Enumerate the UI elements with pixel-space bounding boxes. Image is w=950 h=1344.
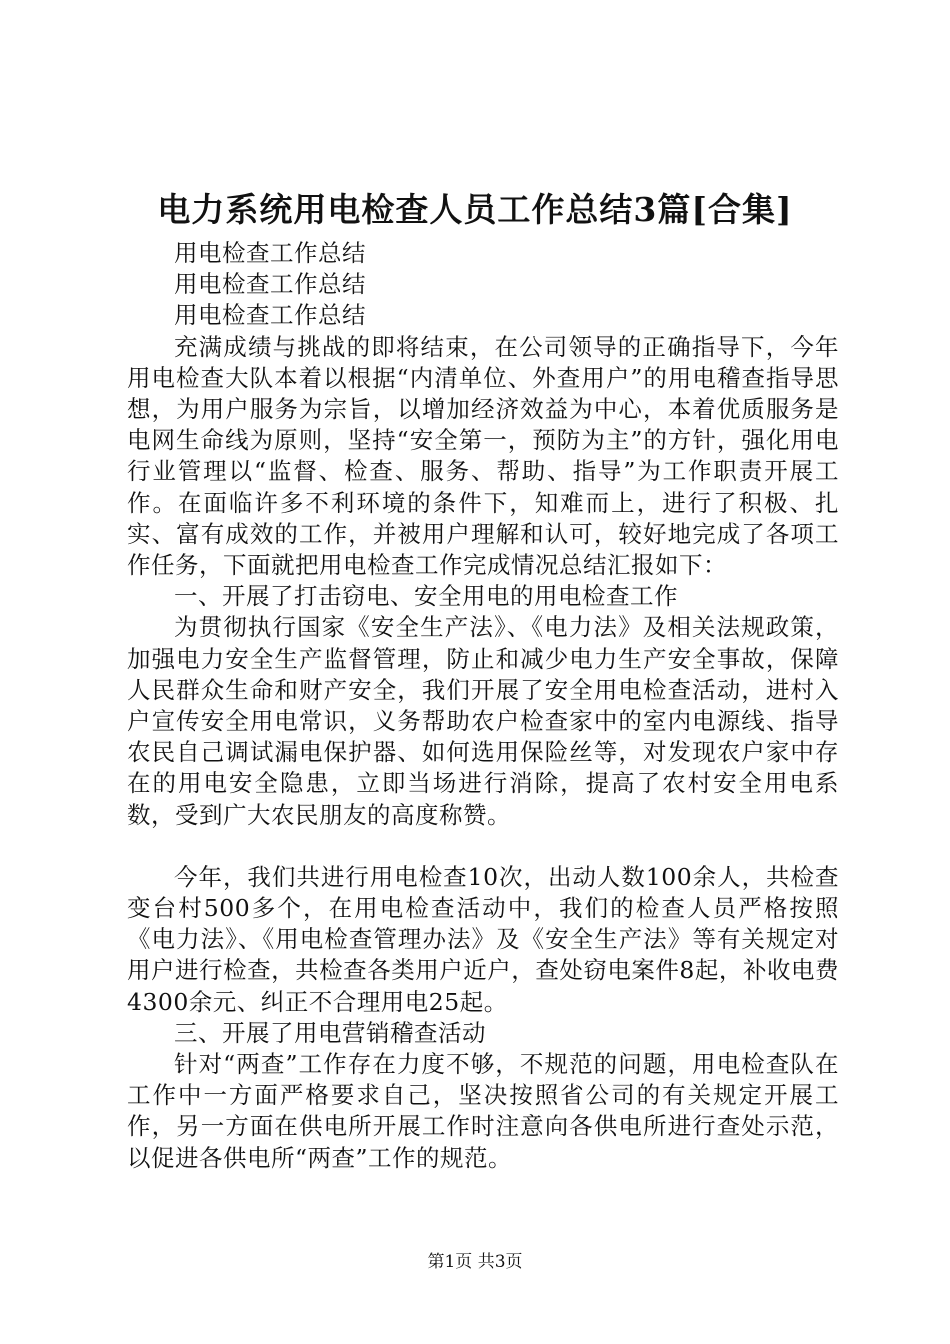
subtitle-3: 用电检查工作总结 [174, 301, 366, 330]
subtitle-2: 用电检查工作总结 [174, 270, 366, 299]
section-1-heading: 一、开展了打击窃电、安全用电的用电检查工作 [174, 582, 678, 611]
stats-paragraph: 今年，我们共进行用电检查10次，出动人数100余人，共检查变台村500多个，在用电检查活动中，我们的检查人员严格按照《电力法》、《用电检查管理办法》及《安全生产法》等有关规定对用户进行检查，共检查各类用户近户，查处窃电案件8起，补收电费4300余元、纠正不合理用电25起。 [127, 862, 839, 1016]
intro-paragraph: 充满成绩与挑战的即将结束，在公司领导的正确指导下，今年用电检查大队本着以根据“内清单位、外查用户”的用电稽查指导思想，为用户服务为宗旨，以增加经济效益为中心，本着优质服务是电网生命线为原则，坚持“安全第一，预防为主”的方针，强化用电行业管理以“监督、检查、服务、帮助、指导”为工作职责开展工作。在面临许多不利环境的条件下，知难而上，进行了积极、扎实、富有成效的工作，并被用户理解和认可，较好地完成了各项工作任务，下面就把用电检查工作完成情况总结汇报如下： [127, 332, 839, 580]
section-3-paragraph: 针对“两查”工作存在力度不够，不规范的问题，用电检查队在工作中一方面严格要求自己，坚决按照省公司的有关规定开展工作，另一方面在供电所开展工作时注意向各供电所进行查处示范，以促进各供电所“两查”工作的规范。 [127, 1050, 839, 1172]
section-3-heading: 三、开展了用电营销稽查活动 [174, 1018, 486, 1047]
page-number-footer: 第1页 共3页 [427, 1252, 523, 1272]
document-title: 电力系统用电检查人员工作总结3篇[合集] [157, 190, 793, 229]
paragraph-spacer [127, 831, 839, 862]
subtitle-1: 用电检查工作总结 [174, 239, 366, 267]
document-body [127, 238, 839, 1174]
section-1-paragraph: 为贯彻执行国家《安全生产法》、《电力法》及相关法规政策，加强电力安全生产监督管理，防止和减少电力生产安全事故，保障人民群众生命和财产安全，我们开展了安全用电检查活动，进村入户宣传安全用电常识，义务帮助农户检查家中的室内电源线、指导农民自己调试漏电保护器、如何选用保险丝等，对发现农户家中存在的用电安全隐患，立即当场进行消除，提高了农村安全用电系数，受到广大农民朋友的高度称赞。 [127, 613, 839, 829]
